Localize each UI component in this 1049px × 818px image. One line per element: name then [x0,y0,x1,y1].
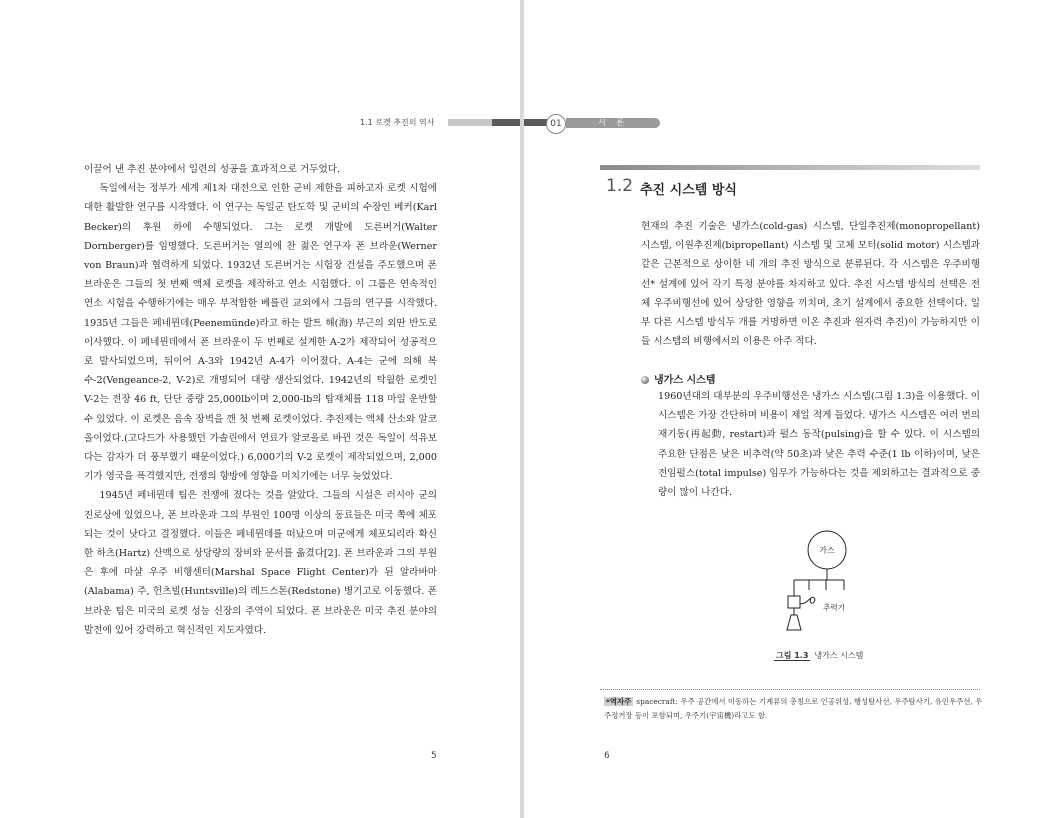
page-number: 6 [604,751,610,761]
thruster-nozzle-icon [787,615,801,630]
chapter-number-badge: 01 [546,114,566,134]
paragraph: 독일에서는 정부가 세계 제1차 대전으로 인한 군비 제한을 피하고자 로켓 시험에 대한 활발한 연구를 시작했다. 이 연구는 독일군 탄도학 및 군비의 수장인 베커(Karl Becker)의 후원 하에 수행되었다. 그는 로켓 개발에 도른버거(Walter Dornberger)를 임명했다. 도른버거는 열의에 찬 젊은 연구자 폰 브라운(Werner von Braun)과 협력하게 되었다. 1932년 도른버거는 시험장 건설을 주도했으며 폰 브라운은 그들의 첫 번째 액체 로켓을 제작하고 연소 시험했다. 이 그룹은 연속적인 연소 시험을 수행하기에는 매우 부적합한 베를린 교외에서 그들의 연구를 시작했다. 1935년 그들은 페네뮌데(Peenemünde)라고 하는 발트 해(海) 부근의 외딴 반도로 이사했다. 이 페네뮌데에서 폰 브라운이 두 번째로 설계한 A-2가 제작되어 성공적으로 발사되었으며, 뒤이어 A-3와 1942년 A-4가 이어졌다. A-4는 군에 의해 복수-2(Vengeance-2, V-2)로 개명되어 대량 생산되었다. 1942년의 탁월한 로켓인 V-2는 전장 46 ft, 단단 중량 25,000lb이며 2,000-lb의 탑재체를 118 마일 운반할 수 있었다. 이 로켓은 음속 장벽을 깬 첫 번째 로켓이었다. 추진제는 액체 산소와 알코올이었다.(고다드가 사용했던 가솔린에서 연료가 알코올로 바뀐 것은 독일이 석유보다는 감자가 더 풍부했기 때문이었다.) 6,000기의 V-2 로켓이 제작되었으며, 2,000기가 영국을 폭격했지만, 전쟁의 향방에 영향을 미치기에는 너무 늦었었다. [84,183,437,483]
valve-icon [788,596,800,608]
page-number: 5 [431,751,437,761]
footnote [604,695,984,723]
footnote-rule [600,689,980,690]
chapter-title-tab: 서 론 [566,118,660,128]
header-bar-dark [492,119,520,126]
solenoid-icon [800,597,815,604]
thruster-label: 추력기 [823,603,845,612]
figure-caption [774,650,863,661]
body-text [84,160,437,640]
footnote-text: spacecraft: 우주 공간에서 이동하는 기계류의 총칭으로 인공위성, 행성탐사선, 우주탐사기, 유인우주선, 우주정거장 등이 포함되며, 우주기(宇宙機)라고도 함. [604,697,983,720]
cold-gas-diagram [754,520,874,650]
subsection-body: 1960년대의 대부분의 우주비행선은 냉가스 시스템(그림 1.3)을 이용했다. 이 시스템은 가장 간단하며 비용이 제일 적게 들었다. 냉가스 시스템은 여러 번의 재기동(再起動, restart)과 펄스 동작(pulsing)을 할 수 있다. 이 시스템의 주요한 단점은 낮은 비추력(약 50초)과 낮은 추력 수준(1 lb 이하)이며, 낮은 전임펄스(total impulse) 임무가 가능하다는 것을 제외하고는 결과적으로 중량이 많이 나간다. [658,391,980,499]
tank-label: 가스 [819,546,835,555]
paragraph: 이끌어 낸 추진 분야에서 일련의 성공을 효과적으로 거두었다. [84,164,341,175]
footnote-tag: *역자주 [606,697,632,706]
subsection-heading [641,371,715,386]
running-header: 1.1 로켓 추진의 역사 [360,118,435,127]
paragraph: 1945년 페네뮌데 팀은 전쟁에 졌다는 것을 알았다. 그들의 시설은 러시아 군의 진로상에 있었으나, 폰 브라운과 그의 부원인 100명 이상의 동료들은 미국 쪽에 체포되는 것이 낫다고 결정했다. 이들은 페네뮌데를 떠났으며 미군에게 체포되리라 확신한 하츠(Hartz) 산맥으로 상당량의 장비와 문서를 옮겼다[2]. 폰 브라운과 그의 부원은 후에 마샬 우주 비행센터(Marshal Space Flight Center)가 된 알라바마(Alabama) 주, 헌츠빌(Huntsville)의 레드스톤(Redstone) 병기고로 이동했다. 폰 브라운 팀은 미국의 로켓 성능 신장의 주역이 되었다. 폰 브라운은 미국 추진 분야의 발전에 있어 강력하고 혁신적인 지도자였다. [84,490,437,636]
section-rule [600,165,980,170]
section-intro: 현재의 추진 기술은 냉가스(cold-gas) 시스템, 단일추진제(monopropellant) 시스템, 이원추진제(bipropellant) 시스템 및 고체 모터(solid motor) 시스템과 같은 근본적으로 상이한 네 개의 추진 방식으로 분류된다. 각 시스템은 우주비행선* 설계에 있어 각기 특정 분야를 차지하고 있다. 추진 시스템 방식의 선택은 전체 우주비행선에 있어 상당한 영향을 끼치며, 초기 설계에서 중요한 선택이다. 일부 다른 시스템 방식두 개를 거명하면 이온 추진과 원자력 추진)이 가능하지만 이들 시스템의 비행에서의 이용은 아주 적다. [641,221,980,348]
figure-caption-text: 냉가스 시스템 [814,651,864,660]
right-page [524,0,1049,818]
subsection-title: 냉가스 시스템 [654,375,716,386]
bullet-icon [641,376,649,384]
figure-number: 그림 1.3 [776,651,809,660]
section-number: 1.2 [606,176,634,196]
left-page [0,0,520,818]
section-title: 추진 시스템 방식 [640,183,737,198]
header-bar [448,119,492,126]
